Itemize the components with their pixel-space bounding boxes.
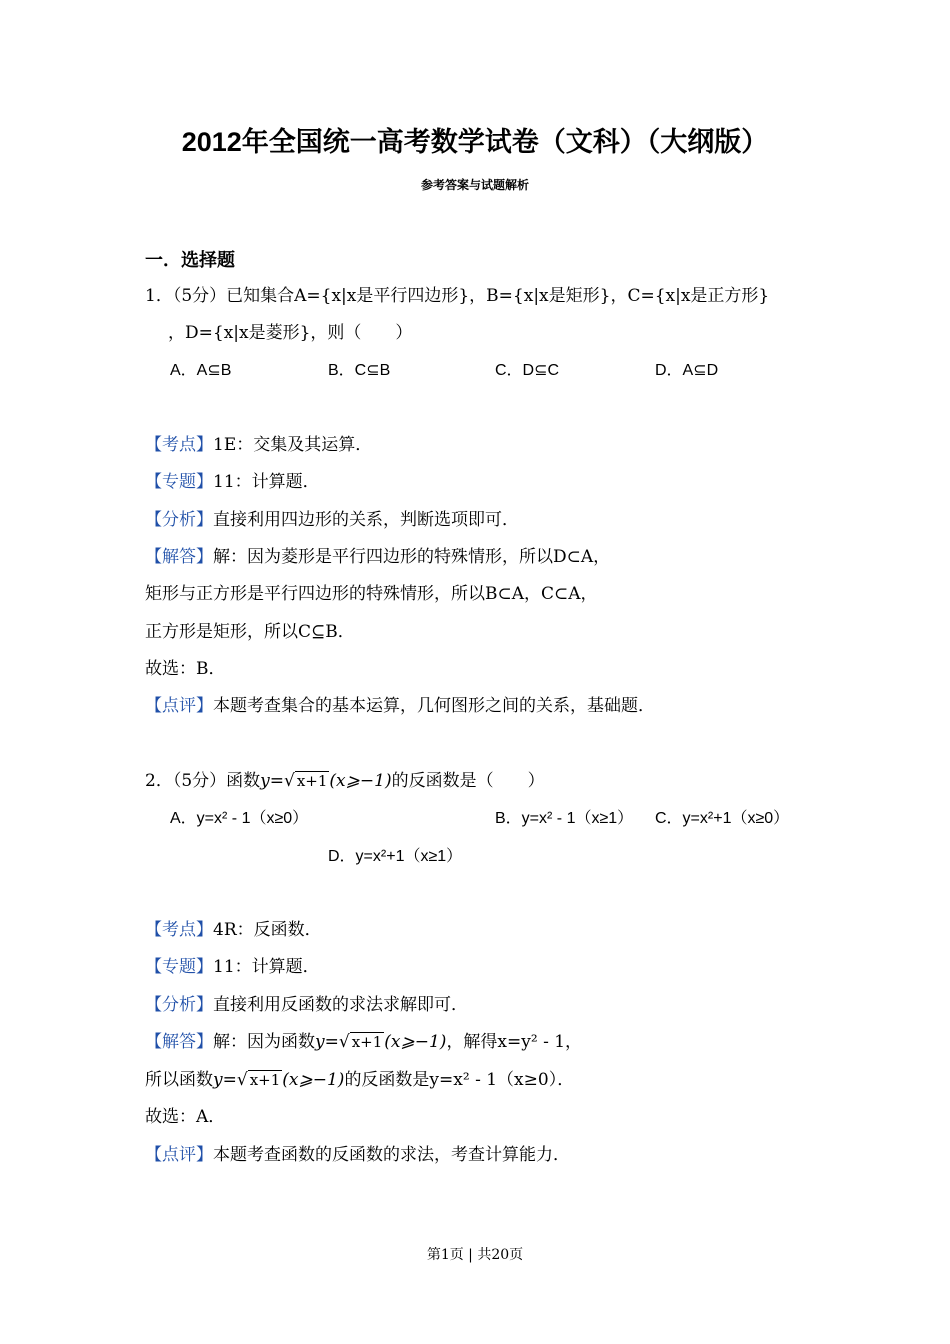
q1-kaodian-text: 1E：交集及其运算． [213, 435, 373, 455]
q2-stem-suffix: 的反函数是（ ） [391, 771, 545, 791]
q2-fenxi [145, 993, 468, 1017]
q2-zhuanti [145, 955, 320, 979]
q1-zhuanti [145, 470, 320, 494]
q2-stem-prefix: 2．（5分）函数 [145, 771, 261, 791]
q2-option-a: A．y=x² - 1（x≥0） [170, 810, 309, 827]
tag-fenxi: 【分析】 [145, 995, 213, 1015]
formula-radicand: x+1 [296, 772, 328, 790]
formula-condition: (x⩾−1) [282, 1070, 345, 1090]
q1-jieda [145, 545, 610, 569]
q1-option-d: D．A⊆D [655, 362, 719, 379]
tag-kaodian: 【考点】 [145, 920, 213, 940]
q1-option-a: A．A⊆B [170, 362, 232, 379]
q2-kaodian [145, 918, 322, 942]
tag-zhuanti: 【专题】 [145, 472, 213, 492]
q2-option-d: D．y=x²+1（x≥1） [328, 848, 463, 865]
q1-jieda-line3: 正方形是矩形，所以C⊆B． [145, 622, 355, 642]
q2-jieda-line2 [145, 1068, 574, 1092]
formula-condition: (x⩾−1) [384, 1032, 447, 1052]
formula-y: y= [315, 1032, 339, 1052]
q2-dianping-text: 本题考查函数的反函数的求法，考查计算能力． [213, 1145, 570, 1165]
tag-zhuanti: 【专题】 [145, 957, 213, 977]
tag-dianping: 【点评】 [145, 696, 213, 716]
q2-stem [145, 769, 545, 793]
q2-dianping [145, 1143, 570, 1167]
q2-fenxi-text: 直接利用反函数的求法求解即可． [213, 995, 468, 1015]
radical-sign-icon: √ [338, 1032, 350, 1052]
radical-sign-icon: √ [236, 1070, 248, 1090]
q2-jieda-formula [315, 1032, 446, 1052]
q2-jieda2-suffix: 的反函数是y=x² - 1（x≥0）． [344, 1070, 575, 1090]
q2-jieda-suffix: ，解得x=y² - 1， [446, 1032, 583, 1052]
q2-zhuanti-text: 11：计算题． [213, 957, 320, 977]
tag-dianping: 【点评】 [145, 1145, 213, 1165]
page-footer: 第1页 | 共20页 [426, 1247, 524, 1263]
q2-function-formula [260, 771, 391, 791]
tag-fenxi: 【分析】 [145, 510, 213, 530]
tag-jieda: 【解答】 [145, 1032, 213, 1052]
q1-kaodian [145, 433, 372, 457]
q1-option-c: C．D⊆C [495, 362, 560, 379]
q1-jieda-line1: 解：因为菱形是平行四边形的特殊情形，所以D⊂A， [213, 547, 611, 567]
formula-condition: (x⩾−1) [329, 771, 392, 791]
formula-y: y= [213, 1070, 237, 1090]
section-heading: 一．选择题 [145, 250, 235, 271]
formula-radicand: x+1 [351, 1033, 383, 1051]
q2-jieda2-formula [213, 1070, 344, 1090]
q1-zhuanti-text: 11：计算题． [213, 472, 320, 492]
tag-kaodian: 【考点】 [145, 435, 213, 455]
q1-option-b: B．C⊆B [328, 362, 391, 379]
page-title: 2012年全国统一高考数学试卷（文科）（大纲版） [181, 127, 769, 157]
tag-jieda: 【解答】 [145, 547, 213, 567]
radical-sign-icon: √ [284, 771, 295, 791]
q1-choice: 故选：B． [145, 659, 226, 679]
q2-jieda [145, 1030, 582, 1054]
q2-jieda2-prefix: 所以函数 [145, 1070, 213, 1090]
q2-option-c: C．y=x²+1（x≥0） [655, 810, 790, 827]
formula-radicand: x+1 [249, 1071, 281, 1089]
q1-stem-line2: ，D={x|x是菱形}，则（ ） [168, 323, 413, 343]
q2-option-b: B．y=x² - 1（x≥1） [495, 810, 634, 827]
q1-fenxi [145, 508, 519, 532]
q2-jieda-prefix: 解：因为函数 [213, 1032, 315, 1052]
q1-jieda-line2: 矩形与正方形是平行四边形的特殊情形，所以B⊂A，C⊂A， [145, 584, 598, 604]
q1-dianping-text: 本题考查集合的基本运算，几何图形之间的关系，基础题． [213, 696, 655, 716]
q1-dianping [145, 694, 655, 718]
formula-y: y= [260, 771, 284, 791]
q1-fenxi-text: 直接利用四边形的关系，判断选项即可． [213, 510, 519, 530]
q2-kaodian-text: 4R：反函数． [213, 920, 322, 940]
q1-stem-line1: 1．（5分）已知集合A={x|x是平行四边形}，B={x|x是矩形}，C={x|x是正方形} [145, 286, 770, 306]
page-subtitle: 参考答案与试题解析 [420, 178, 529, 192]
q2-choice: 故选：A． [145, 1107, 226, 1127]
